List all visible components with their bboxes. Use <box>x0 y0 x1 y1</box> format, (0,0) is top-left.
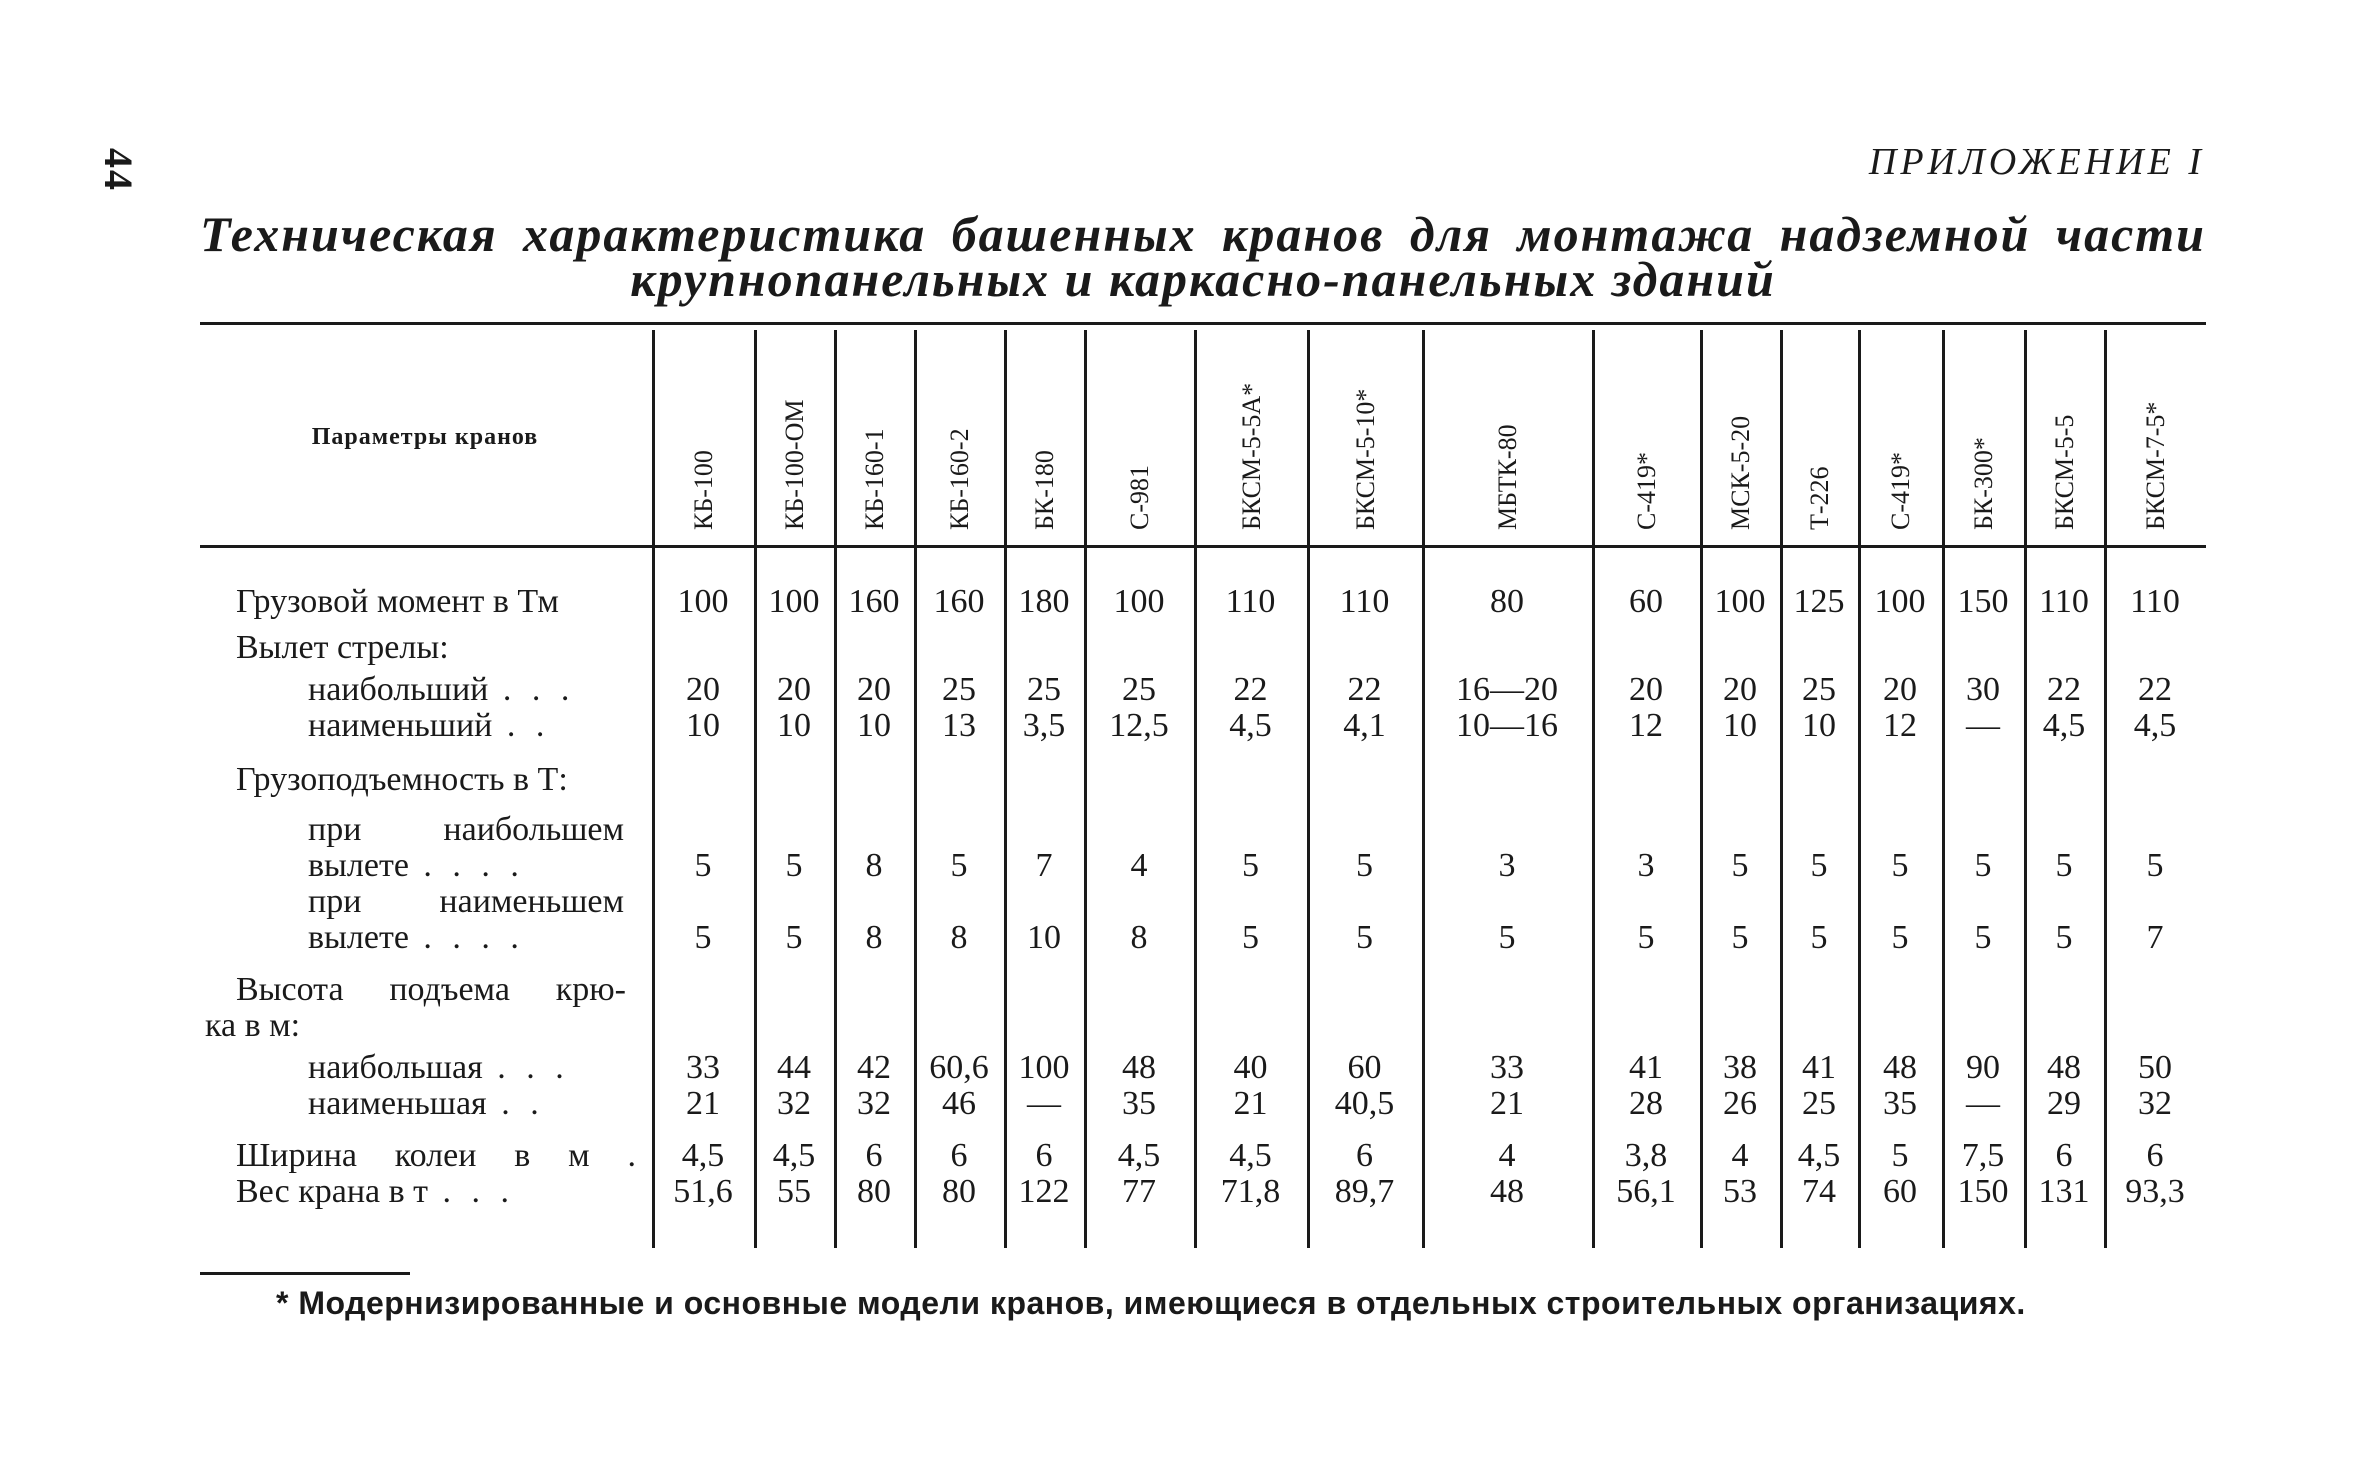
table-cell: 6 <box>865 1137 883 1174</box>
table-cell: 35 <box>1122 1085 1156 1122</box>
table-cell: 25 <box>1027 671 1061 708</box>
table-cell: 46 <box>942 1085 976 1122</box>
table-cell: 4,5 <box>1229 1137 1272 1174</box>
table-cell: 100 <box>1018 1049 1070 1086</box>
table-cell: 5 <box>1891 847 1909 884</box>
column-header: БК-300* <box>1969 437 1998 530</box>
param-reach: Вылет стрелы: <box>236 629 449 666</box>
table-cell: 44 <box>777 1049 811 1086</box>
column-header: КБ-160-2 <box>945 428 974 530</box>
table-cell: 80 <box>1490 583 1524 620</box>
param-moment: Грузовой момент в Тм <box>236 583 559 620</box>
table-cell: 131 <box>2038 1173 2090 1210</box>
table-cell: 56,1 <box>1616 1173 1676 1210</box>
table-cell: 125 <box>1793 583 1845 620</box>
table-cell: 20 <box>777 671 811 708</box>
column-divider <box>834 330 837 1248</box>
table-cell: 5 <box>1974 919 1992 956</box>
column-divider <box>1004 330 1007 1248</box>
table-cell: 180 <box>1018 583 1070 620</box>
table-cell: 5 <box>1731 919 1749 956</box>
table-cell: 110 <box>2039 583 2089 620</box>
table-cell: 28 <box>1629 1085 1663 1122</box>
table-cell: 100 <box>768 583 820 620</box>
param-reach-min: наименьший . . <box>308 707 551 744</box>
table-cell: — <box>1027 1085 1061 1122</box>
param-hook-max: наибольшая . . . <box>308 1049 570 1086</box>
table-cell: — <box>1966 1085 2000 1122</box>
param-cap-max-2-label: вылете <box>308 847 409 884</box>
table-cell: 100 <box>677 583 729 620</box>
table-cell: 5 <box>1242 919 1259 956</box>
table-cell: 35 <box>1883 1085 1917 1122</box>
table-cell: 5 <box>1637 919 1655 956</box>
table-cell: 3 <box>1498 847 1516 884</box>
table-cell: 7,5 <box>1961 1137 2005 1174</box>
table-cell: 71,8 <box>1220 1173 1281 1210</box>
param-cap-min-1: при наименьшем <box>308 883 624 920</box>
column-header: МБТК-80 <box>1493 424 1522 530</box>
table-cell: 7 <box>1035 847 1053 884</box>
table-cell: 74 <box>1802 1173 1836 1210</box>
table-cell: 5 <box>1242 847 1259 884</box>
table-cell: 6 <box>950 1137 968 1174</box>
table-cell: 5 <box>785 919 803 956</box>
table-cell: 5 <box>2055 919 2073 956</box>
table-cell: 10 <box>857 707 891 744</box>
table-cell: 5 <box>694 919 712 956</box>
table-cell: 60 <box>1883 1173 1917 1210</box>
column-divider <box>1858 330 1861 1248</box>
table-cell: 5 <box>1356 847 1373 884</box>
table-cell: 10 <box>1723 707 1757 744</box>
column-header: Т-226 <box>1805 466 1834 530</box>
table-cell: 6 <box>1035 1137 1053 1174</box>
column-header: С-419* <box>1886 452 1915 530</box>
column-divider <box>2024 330 2027 1248</box>
table-cell: 22 <box>2138 671 2172 708</box>
table-cell: 25 <box>1802 671 1836 708</box>
table-cell: 4,5 <box>1117 1137 1161 1174</box>
table-cell: 20 <box>686 671 720 708</box>
table-cell: 110 <box>1339 583 1390 620</box>
param-reach-min-label: наименьший <box>308 707 493 744</box>
column-divider <box>652 330 655 1248</box>
table-cell: 8 <box>865 919 883 956</box>
table-cell: 3 <box>1637 847 1655 884</box>
column-divider <box>1084 330 1087 1248</box>
param-hook-min-label: наименьшая <box>308 1085 487 1122</box>
table-cell: 12 <box>1629 707 1663 744</box>
table-cell: 22 <box>1233 671 1268 708</box>
param-cap-max-1: при наибольшем <box>308 811 624 848</box>
table-cell: 48 <box>1883 1049 1917 1086</box>
column-divider <box>1700 330 1703 1248</box>
param-hook-max-label: наибольшая <box>308 1049 483 1086</box>
table-cell: 4,5 <box>681 1137 725 1174</box>
column-divider <box>1592 330 1595 1248</box>
column-divider <box>914 330 917 1248</box>
param-gauge-label: Ширина колеи в м <box>236 1137 590 1174</box>
appendix-label: ПРИЛОЖЕНИЕ I <box>1868 141 2205 183</box>
table-cell: 12 <box>1883 707 1917 744</box>
table-cell: 55 <box>777 1173 811 1210</box>
table-cell: 5 <box>1810 919 1828 956</box>
table-cell: 20 <box>1723 671 1757 708</box>
table-cell: — <box>1966 707 2000 744</box>
table-cell: 25 <box>1802 1085 1836 1122</box>
table-cell: 5 <box>1731 847 1749 884</box>
table-cell: 12,5 <box>1109 707 1169 744</box>
param-weight: Вес крана в т . . . <box>236 1173 516 1210</box>
table-cell: 5 <box>1891 1137 1909 1174</box>
table-cell: 21 <box>1233 1085 1268 1122</box>
table-title-line-2: крупнопанельных и каркасно-панельных зданий <box>630 251 1776 307</box>
table-cell: 32 <box>2138 1085 2172 1122</box>
table-cell: 100 <box>1113 583 1165 620</box>
table-cell: 51,6 <box>673 1173 733 1210</box>
param-weight-label: Вес крана в т <box>236 1173 429 1210</box>
footnote-rule <box>200 1272 410 1275</box>
column-header: БКСМ-7-5* <box>2141 401 2170 530</box>
table-cell: 25 <box>942 671 976 708</box>
column-divider <box>1780 330 1783 1248</box>
table-cell: 4,5 <box>772 1137 816 1174</box>
table-cell: 4,5 <box>2133 707 2177 744</box>
table-cell: 38 <box>1723 1049 1757 1086</box>
table-cell: 21 <box>1490 1085 1524 1122</box>
column-header: С-419* <box>1632 452 1661 530</box>
column-divider <box>2104 330 2107 1248</box>
table-cell: 13 <box>942 707 976 744</box>
column-header: КБ-160-1 <box>860 428 889 530</box>
table-cell: 77 <box>1122 1173 1156 1210</box>
table-cell: 6 <box>2055 1137 2073 1174</box>
table-cell: 150 <box>1957 1173 2009 1210</box>
table-cell: 150 <box>1957 583 2009 620</box>
param-hook-1: Высота подъема крю- <box>236 971 626 1008</box>
table-cell: 110 <box>2130 583 2180 620</box>
table-cell: 10 <box>777 707 811 744</box>
table-cell: 160 <box>848 583 900 620</box>
table-cell: 5 <box>785 847 803 884</box>
table-cell: 22 <box>2047 671 2081 708</box>
table-cell: 32 <box>857 1085 891 1122</box>
column-divider <box>1422 330 1425 1248</box>
table-cell: 4 <box>1498 1137 1516 1174</box>
param-capacity: Грузоподъемность в Т: <box>236 761 568 798</box>
table-cell: 80 <box>857 1173 891 1210</box>
column-header: МСК-5-20 <box>1726 415 1755 530</box>
table-cell: 5 <box>1891 919 1909 956</box>
column-header: БКСМ-5-5А* <box>1236 382 1266 530</box>
table-cell: 20 <box>1629 671 1663 708</box>
table-cell: 26 <box>1723 1085 1757 1122</box>
table-header-rule <box>200 545 2206 548</box>
table-cell: 5 <box>950 847 968 884</box>
table-cell: 6 <box>1356 1137 1373 1174</box>
table-cell: 4,1 <box>1343 707 1386 744</box>
table-cell: 89,7 <box>1334 1173 1395 1210</box>
table-cell: 3,8 <box>1624 1137 1668 1174</box>
table-cell: 20 <box>857 671 891 708</box>
table-cell: 10 <box>1802 707 1836 744</box>
table-cell: 5 <box>1356 919 1373 956</box>
table-cell: 48 <box>1122 1049 1156 1086</box>
column-header: С-981 <box>1125 465 1154 530</box>
table-cell: 25 <box>1122 671 1156 708</box>
table-cell: 16—20 <box>1456 671 1558 708</box>
table-cell: 90 <box>1966 1049 2000 1086</box>
param-hook-2: ка в м: <box>205 1007 301 1044</box>
table-cell: 21 <box>686 1085 720 1122</box>
table-cell: 33 <box>1490 1049 1524 1086</box>
table-cell: 60 <box>1629 583 1663 620</box>
table-cell: 40 <box>1233 1049 1268 1086</box>
table-cell: 4,5 <box>2042 707 2086 744</box>
table-cell: 5 <box>694 847 712 884</box>
column-header: КБ-100 <box>689 450 718 530</box>
table-cell: 80 <box>942 1173 976 1210</box>
column-header: БКСМ-5-10* <box>1350 388 1380 530</box>
column-header: КБ-100-ОМ <box>780 399 809 530</box>
table-cell: 110 <box>1225 583 1276 620</box>
table-cell: 60,6 <box>929 1049 989 1086</box>
table-cell: 33 <box>686 1049 720 1086</box>
table-cell: 93,3 <box>2125 1173 2185 1210</box>
table-cell: 10 <box>1027 919 1061 956</box>
table-cell: 5 <box>1810 847 1828 884</box>
table-top-rule <box>200 322 2206 325</box>
table-cell: 48 <box>2047 1049 2081 1086</box>
column-divider <box>1307 330 1310 1248</box>
table-cell: 3,5 <box>1022 707 1066 744</box>
table-cell: 8 <box>1130 919 1148 956</box>
column-divider <box>1194 330 1197 1248</box>
table-header-label: Параметры кранов <box>311 424 539 450</box>
table-cell: 4 <box>1130 847 1148 884</box>
table-cell: 100 <box>1874 583 1926 620</box>
table-cell: 50 <box>2138 1049 2172 1086</box>
table-cell: 7 <box>2146 919 2164 956</box>
table-title-line-1: Техническая характеристика башенных кранов для монтажа надземной части <box>200 206 2206 262</box>
table-cell: 5 <box>2055 847 2073 884</box>
param-cap-max-2: вылете . . . . <box>308 847 525 884</box>
table-cell: 122 <box>1018 1173 1070 1210</box>
table-cell: 30 <box>1966 671 2000 708</box>
table-cell: 20 <box>1883 671 1917 708</box>
param-reach-max-label: наибольший <box>308 671 489 708</box>
column-divider <box>1942 330 1945 1248</box>
param-gauge: Ширина колеи в м . <box>236 1137 636 1174</box>
table-cell: 4,5 <box>1229 707 1272 744</box>
column-header: БК-180 <box>1030 450 1059 530</box>
param-hook-min: наименьшая . . <box>308 1085 545 1122</box>
column-divider <box>754 330 757 1248</box>
table-cell: 22 <box>1347 671 1382 708</box>
table-cell: 8 <box>865 847 883 884</box>
table-cell: 48 <box>1490 1173 1524 1210</box>
table-cell: 42 <box>857 1049 891 1086</box>
table-cell: 10 <box>686 707 720 744</box>
table-cell: 40,5 <box>1334 1085 1395 1122</box>
table-cell: 8 <box>950 919 968 956</box>
param-cap-min-2-label: вылете <box>308 919 409 956</box>
table-cell: 53 <box>1723 1173 1757 1210</box>
param-reach-max: наибольший . . . <box>308 671 576 708</box>
table-cell: 5 <box>2146 847 2164 884</box>
table-cell: 5 <box>1498 919 1516 956</box>
table-cell: 160 <box>933 583 985 620</box>
column-header: БКСМ-5-5 <box>2050 414 2079 530</box>
table-cell: 6 <box>2146 1137 2164 1174</box>
table-cell: 29 <box>2047 1085 2081 1122</box>
table-cell: 41 <box>1629 1049 1663 1086</box>
footnote: * Модернизированные и основные модели кранов, имеющиеся в отдельных строительных организациях. <box>276 1285 2026 1321</box>
table-cell: 41 <box>1802 1049 1836 1086</box>
param-cap-min-2: вылете . . . . <box>308 919 525 956</box>
table-cell: 60 <box>1347 1049 1382 1086</box>
table-cell: 5 <box>1974 847 1992 884</box>
table-cell: 10—16 <box>1456 707 1558 744</box>
table-cell: 4 <box>1731 1137 1749 1174</box>
table-cell: 100 <box>1714 583 1766 620</box>
table-cell: 32 <box>777 1085 811 1122</box>
table-cell: 4,5 <box>1797 1137 1841 1174</box>
page-number: 44 <box>96 148 141 192</box>
